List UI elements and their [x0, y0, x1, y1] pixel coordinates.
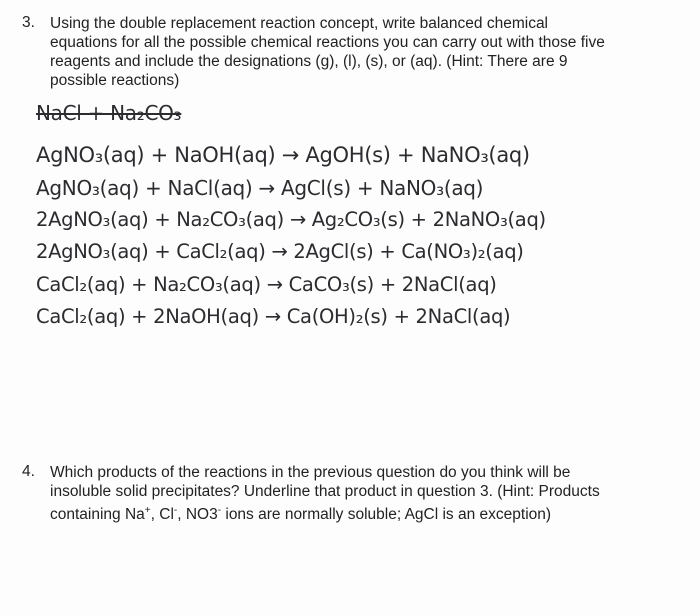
handwritten-reaction-5: CaCl₂(aq) + Na₂CO₃(aq) → CaCO₃(s) + 2NaCl(aq)	[36, 273, 497, 296]
q4-sup-minus-no3: -	[217, 505, 222, 516]
q4-text-cl: , Cl	[150, 506, 174, 524]
question-3-line-2: equations for all the possible chemical reactions you can carry out with those five	[50, 34, 605, 51]
handwritten-reaction-1: AgNO₃(aq) + NaOH(aq) → AgOH(s) + NaNO₃(aq)	[36, 143, 530, 167]
handwritten-reaction-3: 2AgNO₃(aq) + Na₂CO₃(aq) → Ag₂CO₃(s) + 2NaNO₃(aq)	[36, 208, 546, 231]
question-3-line-4: possible reactions)	[50, 72, 180, 89]
q4-text-rest: ions are normally soluble; AgCl is an exception)	[221, 506, 552, 524]
q4-text-no3: , NO3	[177, 506, 218, 524]
question-4-line-3	[50, 501, 600, 524]
question-3-line-1: Using the double replacement reaction concept, write balanced chemical	[50, 15, 549, 32]
question-3-line-3: reagents and include the designations (g), (l), (s), or (aq). (Hint: There are 9	[50, 53, 568, 70]
q4-sup-minus-cl: -	[173, 505, 178, 516]
handwritten-reaction-4: 2AgNO₃(aq) + CaCl₂(aq) → 2AgCl(s) + Ca(NO₃)₂(aq)	[36, 240, 524, 263]
question-4-line-1: Which products of the reactions in the previous question do you think will be	[50, 464, 571, 481]
q4-text-na: containing Na	[50, 506, 145, 524]
q4-sup-plus: +	[144, 505, 151, 516]
handwritten-struck-reaction: NaCl + Na₂CO₃	[36, 101, 182, 125]
question-3-text	[50, 14, 605, 90]
question-4-text	[50, 463, 600, 524]
question-4-number: 4.	[22, 463, 35, 480]
question-4-line-2: insoluble solid precipitates? Underline that product in question 3. (Hint: Products	[50, 483, 600, 500]
handwritten-reaction-2: AgNO₃(aq) + NaCl(aq) → AgCl(s) + NaNO₃(aq)	[36, 176, 484, 200]
handwritten-reaction-6: CaCl₂(aq) + 2NaOH(aq) → Ca(OH)₂(s) + 2NaCl(aq)	[36, 305, 511, 328]
question-3-number: 3.	[22, 14, 35, 31]
